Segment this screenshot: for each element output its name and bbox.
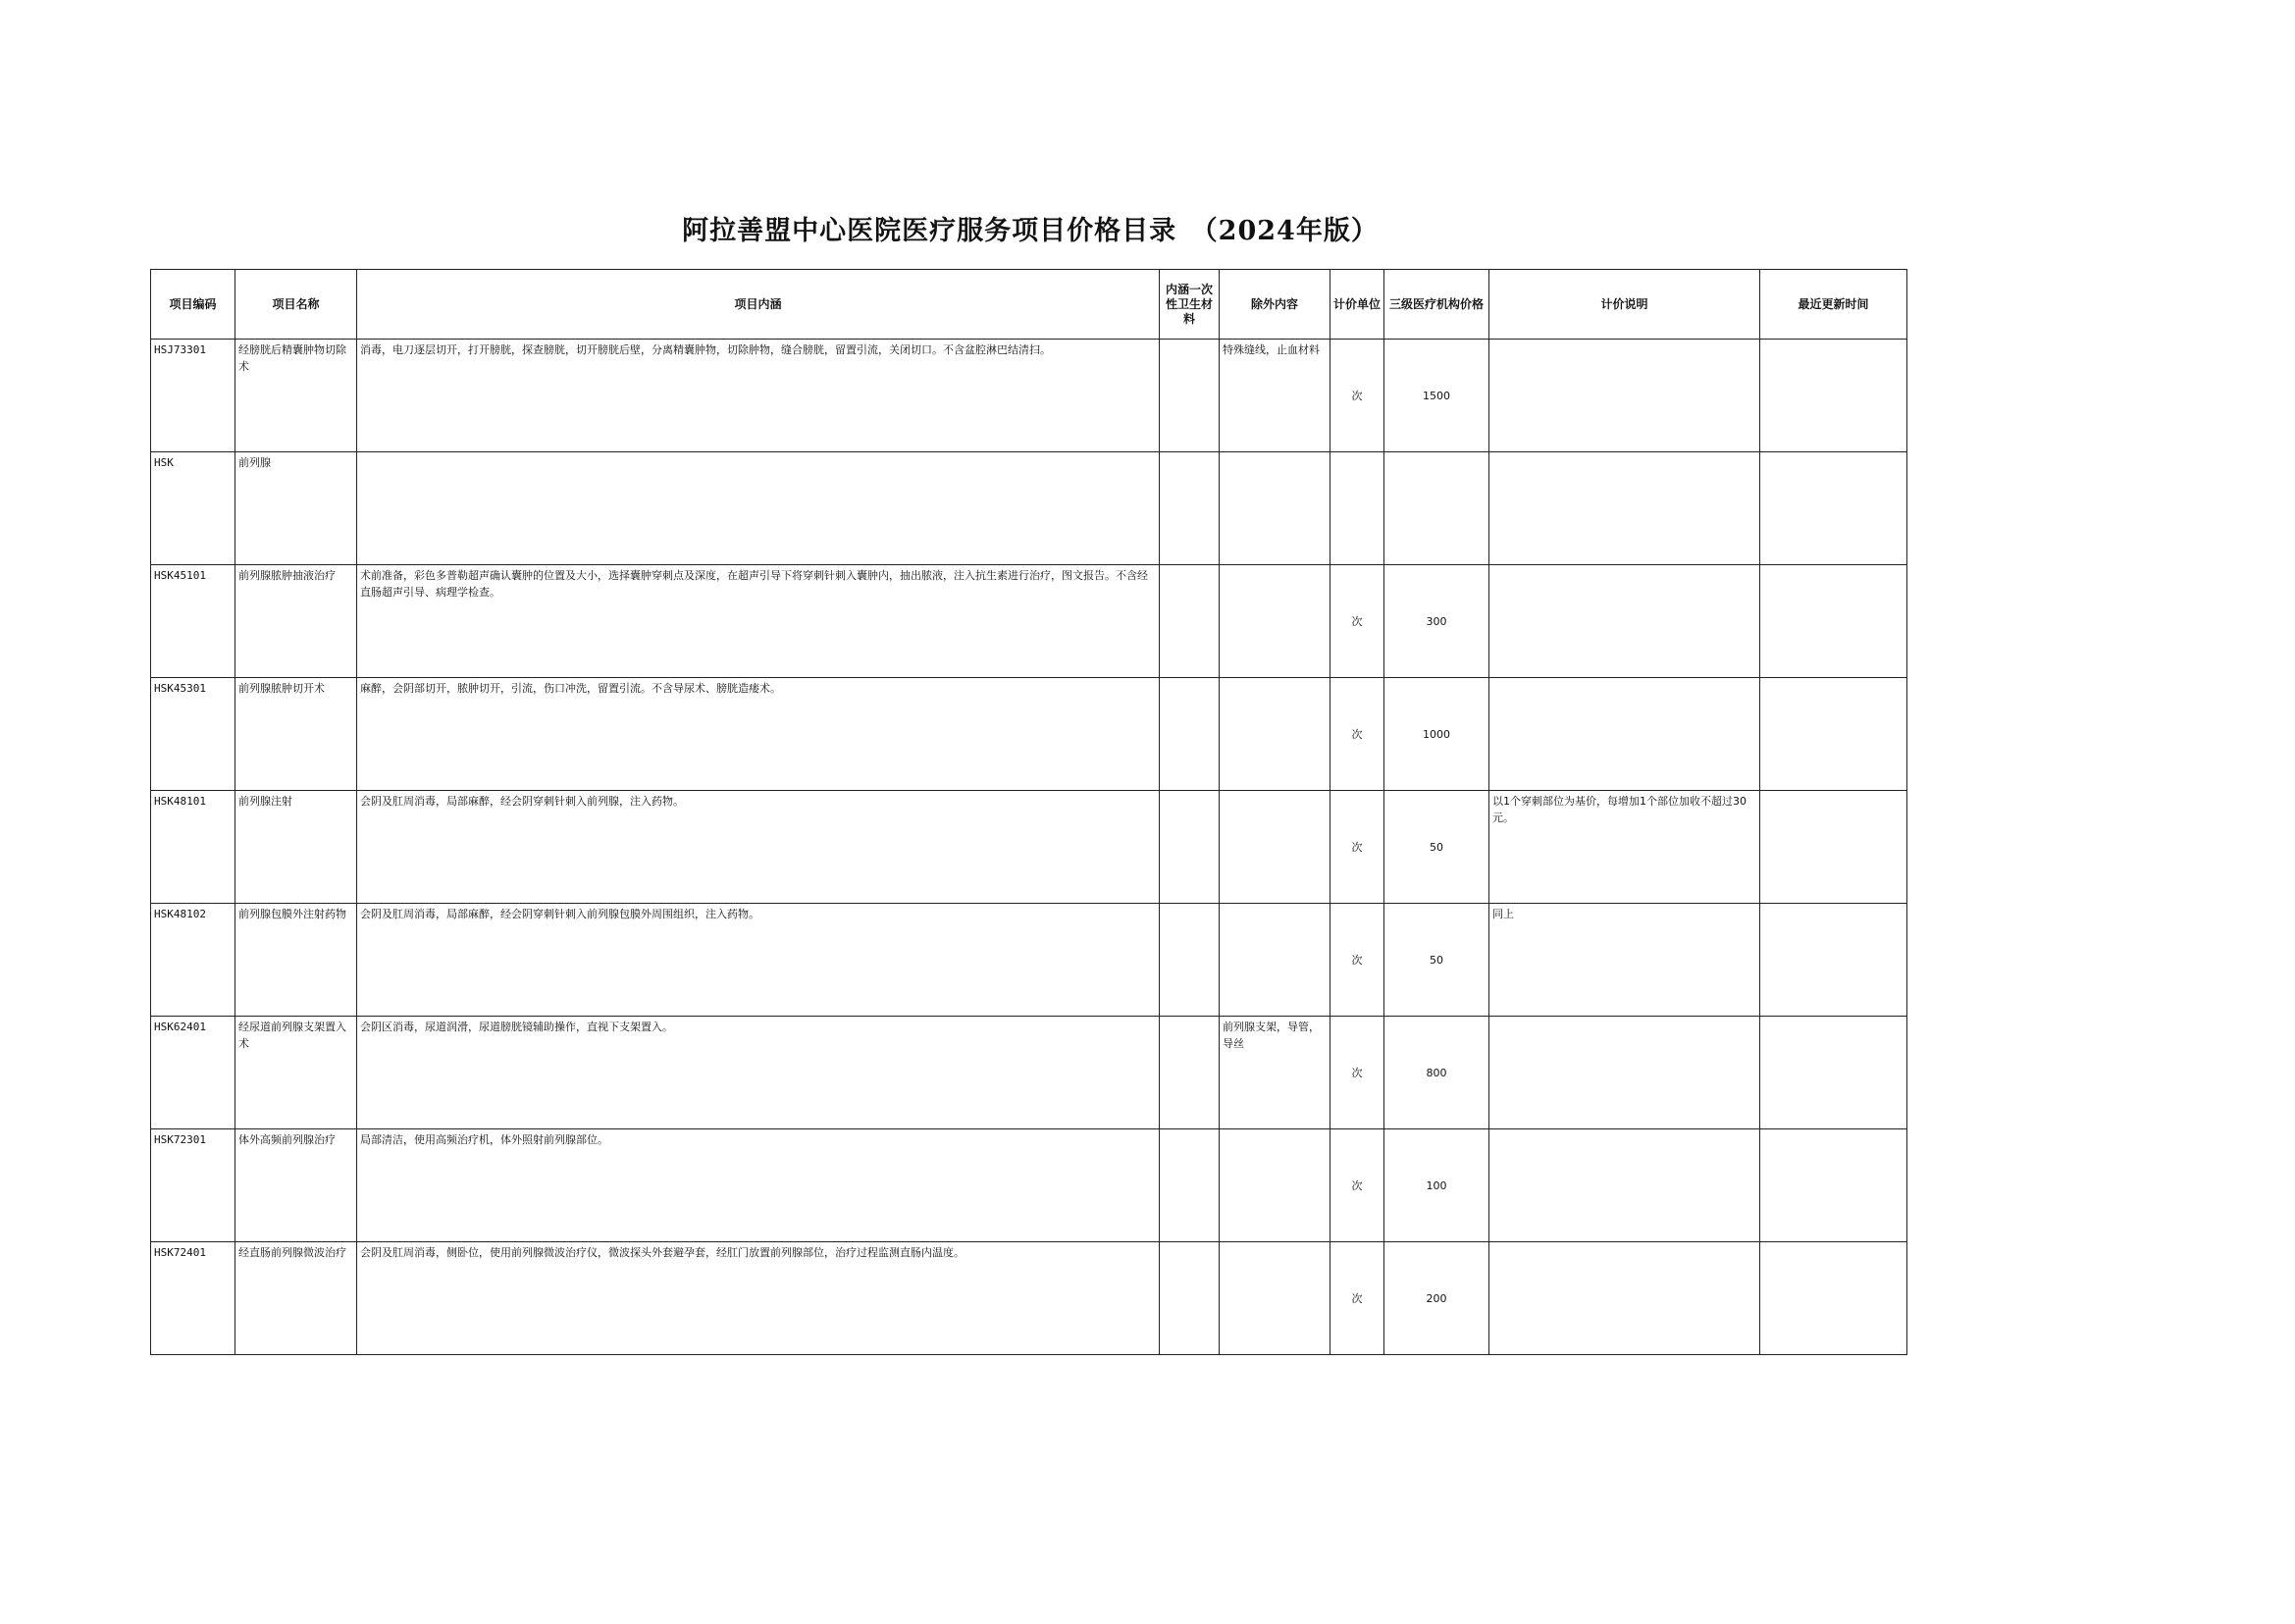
table-row bbox=[151, 791, 1907, 904]
header-content: 项目内涵 bbox=[357, 270, 1160, 340]
item-name: 经膀胱后精囊肿物切除术 bbox=[235, 340, 357, 452]
item-content: 会阴区消毒，尿道润滑，尿道膀胱镜辅助操作，直视下支架置入。 bbox=[357, 1017, 1160, 1129]
item-unit: 次 bbox=[1330, 1017, 1384, 1129]
item-code: HSK72401 bbox=[151, 1242, 235, 1355]
item-updated bbox=[1760, 1129, 1907, 1242]
item-exclusions bbox=[1220, 1242, 1330, 1355]
header-price: 三级医疗机构价格 bbox=[1384, 270, 1489, 340]
table-row bbox=[151, 452, 1907, 565]
item-exclusions bbox=[1220, 452, 1330, 565]
item-name: 经直肠前列腺微波治疗 bbox=[235, 1242, 357, 1355]
item-note: 同上 bbox=[1489, 904, 1760, 1017]
item-name: 体外高频前列腺治疗 bbox=[235, 1129, 357, 1242]
item-note bbox=[1489, 565, 1760, 678]
item-price bbox=[1384, 452, 1489, 565]
item-content: 麻醉，会阴部切开，脓肿切开，引流，伤口冲洗，留置引流。不含导尿术、膀胱造瘘术。 bbox=[357, 678, 1160, 791]
item-note bbox=[1489, 678, 1760, 791]
header-materials: 内涵一次性卫生材料 bbox=[1160, 270, 1220, 340]
header-code: 项目编码 bbox=[151, 270, 235, 340]
header-updated: 最近更新时间 bbox=[1760, 270, 1907, 340]
item-content: 会阴及肛周消毒，侧卧位，使用前列腺微波治疗仪，微波探头外套避孕套，经肛门放置前列腺部位，治疗过程监测直肠内温度。 bbox=[357, 1242, 1160, 1355]
item-content: 消毒，电刀逐层切开，打开膀胱，探查膀胱，切开膀胱后壁，分离精囊肿物，切除肿物，缝合膀胱，留置引流，关闭切口。不含盆腔淋巴结清扫。 bbox=[357, 340, 1160, 452]
item-content bbox=[357, 452, 1160, 565]
item-materials bbox=[1160, 791, 1220, 904]
item-materials bbox=[1160, 1242, 1220, 1355]
item-note bbox=[1489, 452, 1760, 565]
item-updated bbox=[1760, 1017, 1907, 1129]
item-exclusions: 前列腺支架，导管，导丝 bbox=[1220, 1017, 1330, 1129]
item-name: 前列腺 bbox=[235, 452, 357, 565]
item-note bbox=[1489, 1242, 1760, 1355]
item-materials bbox=[1160, 340, 1220, 452]
item-note bbox=[1489, 1017, 1760, 1129]
item-name: 前列腺脓肿切开术 bbox=[235, 678, 357, 791]
header-unit: 计价单位 bbox=[1330, 270, 1384, 340]
item-price: 300 bbox=[1384, 565, 1489, 678]
item-price: 200 bbox=[1384, 1242, 1489, 1355]
item-name: 经尿道前列腺支架置入术 bbox=[235, 1017, 357, 1129]
header-note: 计价说明 bbox=[1489, 270, 1760, 340]
item-code: HSK62401 bbox=[151, 1017, 235, 1129]
table-row bbox=[151, 565, 1907, 678]
item-name: 前列腺包膜外注射药物 bbox=[235, 904, 357, 1017]
table-row bbox=[151, 904, 1907, 1017]
item-code: HSK48102 bbox=[151, 904, 235, 1017]
item-code: HSK bbox=[151, 452, 235, 565]
table-header-row bbox=[151, 270, 1907, 340]
item-updated bbox=[1760, 452, 1907, 565]
item-code: HSK72301 bbox=[151, 1129, 235, 1242]
item-exclusions: 特殊缝线，止血材料 bbox=[1220, 340, 1330, 452]
item-content: 局部清洁，使用高频治疗机，体外照射前列腺部位。 bbox=[357, 1129, 1160, 1242]
item-materials bbox=[1160, 1017, 1220, 1129]
item-updated bbox=[1760, 791, 1907, 904]
item-unit: 次 bbox=[1330, 791, 1384, 904]
item-unit: 次 bbox=[1330, 904, 1384, 1017]
item-price: 50 bbox=[1384, 791, 1489, 904]
item-note: 以1个穿刺部位为基价，每增加1个部位加收不超过30元。 bbox=[1489, 791, 1760, 904]
item-note bbox=[1489, 1129, 1760, 1242]
item-exclusions bbox=[1220, 791, 1330, 904]
price-catalog-table bbox=[150, 269, 1907, 1355]
item-code: HSK45101 bbox=[151, 565, 235, 678]
item-exclusions bbox=[1220, 1129, 1330, 1242]
item-price: 1500 bbox=[1384, 340, 1489, 452]
item-updated bbox=[1760, 904, 1907, 1017]
item-unit: 次 bbox=[1330, 1242, 1384, 1355]
item-updated bbox=[1760, 1242, 1907, 1355]
item-code: HSJ73301 bbox=[151, 340, 235, 452]
table-row bbox=[151, 1129, 1907, 1242]
table-row bbox=[151, 1242, 1907, 1355]
item-price: 100 bbox=[1384, 1129, 1489, 1242]
item-materials bbox=[1160, 678, 1220, 791]
item-unit: 次 bbox=[1330, 1129, 1384, 1242]
item-unit: 次 bbox=[1330, 340, 1384, 452]
item-updated bbox=[1760, 678, 1907, 791]
item-name: 前列腺脓肿抽液治疗 bbox=[235, 565, 357, 678]
item-name: 前列腺注射 bbox=[235, 791, 357, 904]
item-materials bbox=[1160, 904, 1220, 1017]
item-content: 会阴及肛周消毒，局部麻醉，经会阴穿刺针刺入前列腺包膜外周围组织，注入药物。 bbox=[357, 904, 1160, 1017]
item-updated bbox=[1760, 565, 1907, 678]
item-price: 50 bbox=[1384, 904, 1489, 1017]
item-price: 1000 bbox=[1384, 678, 1489, 791]
item-materials bbox=[1160, 452, 1220, 565]
item-note bbox=[1489, 340, 1760, 452]
table-row bbox=[151, 678, 1907, 791]
table-row bbox=[151, 340, 1907, 452]
item-materials bbox=[1160, 1129, 1220, 1242]
item-price: 800 bbox=[1384, 1017, 1489, 1129]
item-exclusions bbox=[1220, 904, 1330, 1017]
item-code: HSK48101 bbox=[151, 791, 235, 904]
document-title: 阿拉善盟中心医院医疗服务项目价格目录 （2024年版） bbox=[682, 216, 1379, 246]
item-exclusions bbox=[1220, 678, 1330, 791]
item-materials bbox=[1160, 565, 1220, 678]
item-unit bbox=[1330, 452, 1384, 565]
item-updated bbox=[1760, 340, 1907, 452]
header-name: 项目名称 bbox=[235, 270, 357, 340]
item-content: 术前准备，彩色多普勒超声确认囊肿的位置及大小，选择囊肿穿刺点及深度，在超声引导下将穿刺针刺入囊肿内，抽出脓液，注入抗生素进行治疗，图文报告。不含经直肠超声引导、病理学检查。 bbox=[357, 565, 1160, 678]
item-code: HSK45301 bbox=[151, 678, 235, 791]
item-exclusions bbox=[1220, 565, 1330, 678]
item-content: 会阴及肛周消毒，局部麻醉，经会阴穿刺针刺入前列腺，注入药物。 bbox=[357, 791, 1160, 904]
header-exclusions: 除外内容 bbox=[1220, 270, 1330, 340]
item-unit: 次 bbox=[1330, 678, 1384, 791]
item-unit: 次 bbox=[1330, 565, 1384, 678]
table-row bbox=[151, 1017, 1907, 1129]
